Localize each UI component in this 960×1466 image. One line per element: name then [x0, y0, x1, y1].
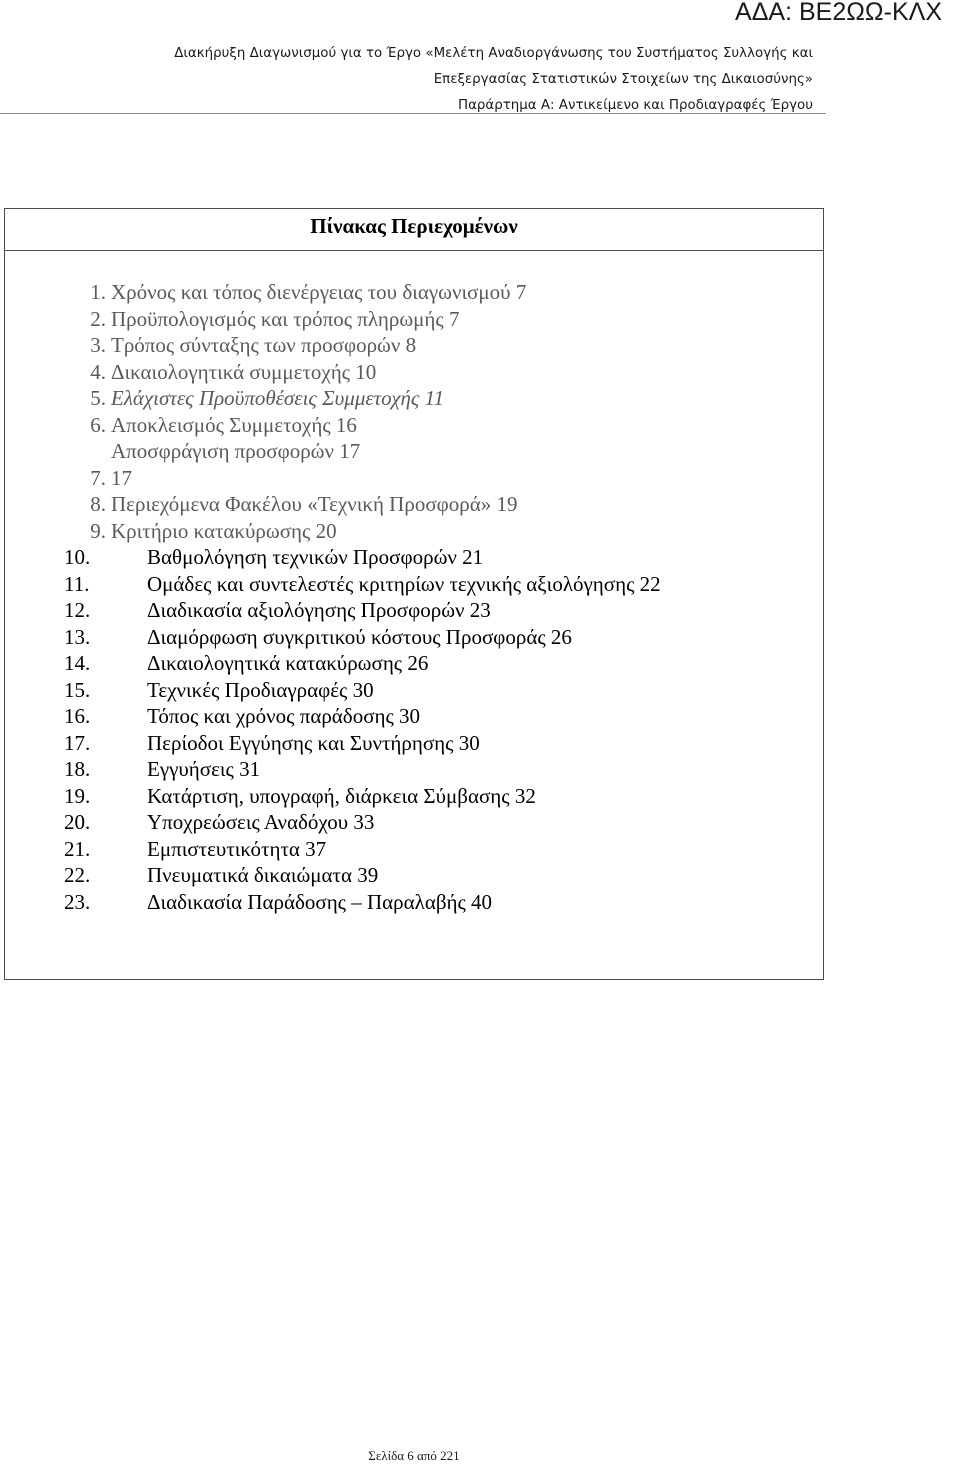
toc-item[interactable]	[5, 412, 661, 439]
toc-item-label: Διαμόρφωση συγκριτικού κόστους Προσφοράς 26	[147, 624, 572, 649]
toc-item[interactable]	[5, 279, 661, 306]
toc-item-number: 4.	[90, 359, 106, 384]
toc-item-number: 18.	[64, 757, 91, 781]
toc-item-number: 15.	[64, 677, 91, 702]
toc-item-label: Κριτήριο κατακύρωσης 20	[111, 518, 337, 543]
toc-item[interactable]	[5, 544, 661, 571]
toc-item-label: Χρόνος και τόπος διενέργειας του διαγωνισμού 7	[111, 280, 527, 304]
toc-item-number: 3.	[90, 333, 106, 357]
toc-item[interactable]	[5, 491, 661, 518]
toc-item[interactable]	[5, 809, 661, 836]
toc-item-label: Τεχνικές Προδιαγραφές 30	[147, 677, 374, 702]
page-number: Σελίδα 6 από 221	[368, 1448, 460, 1463]
toc-item[interactable]	[5, 756, 661, 783]
toc-item-number: 13.	[64, 624, 91, 649]
toc-item[interactable]	[5, 359, 661, 386]
header-line-3: Παράρτημα Α: Αντικείμενο και Προδιαγραφές Έργου	[458, 98, 813, 113]
toc-item[interactable]	[5, 465, 661, 492]
toc-item-label: Κατάρτιση, υπογραφή, διάρκεια Σύμβασης 32	[147, 783, 536, 808]
toc-item-number: 7.	[90, 465, 106, 490]
ada-code: ΑΔΑ: ΒΕ2ΩΩ-ΚΛΧ	[735, 0, 942, 26]
toc-item[interactable]	[5, 677, 661, 704]
toc-item-label: Περίοδοι Εγγύησης και Συντήρησης 30	[147, 730, 480, 755]
toc-item[interactable]	[5, 518, 661, 545]
toc-item-label: Ομάδες και συντελεστές κριτηρίων τεχνικής αξιολόγησης 22	[147, 571, 661, 596]
toc-item-label: Αποσφράγιση προσφορών 17	[111, 439, 361, 463]
toc-item-number: 6.	[90, 412, 106, 437]
toc-item-label: Εγγυήσεις 31	[147, 757, 261, 781]
toc-item-number: 16.	[64, 704, 91, 728]
toc-item[interactable]	[5, 332, 661, 359]
toc-item[interactable]	[5, 597, 661, 624]
toc-item-number: 21.	[64, 836, 91, 861]
toc-item-label: Προϋπολογισμός και τρόπος πληρωμής 7	[111, 306, 460, 331]
toc-item[interactable]	[5, 836, 661, 863]
toc-item[interactable]	[5, 889, 661, 916]
toc-item-number: 5.	[90, 386, 106, 410]
toc-item-number: 20.	[64, 810, 91, 834]
toc-item-number: 1.	[90, 280, 106, 304]
toc-item-number: 14.	[64, 651, 91, 675]
toc-item-number: 23.	[64, 889, 91, 914]
toc-item-label: Διαδικασία αξιολόγησης Προσφορών 23	[147, 598, 491, 622]
header-line-2: Επεξεργασίας Στατιστικών Στοιχείων της Δικαιοσύνης»	[433, 72, 813, 87]
toc-list	[5, 279, 661, 915]
toc-item[interactable]	[5, 571, 661, 598]
toc-item[interactable]	[5, 783, 661, 810]
toc-item-number: 10.	[64, 545, 91, 569]
toc-item-label: Ελάχιστες Προϋποθέσεις Συμμετοχής 11	[111, 386, 445, 410]
table-of-contents	[4, 208, 824, 980]
toc-item-label: Διαδικασία Παράδοσης – Παραλαβής 40	[147, 889, 493, 914]
toc-item-label: Τόπος και χρόνος παράδοσης 30	[147, 704, 421, 728]
header-line-1: Διακήρυξη Διαγωνισμού για το Έργο «Μελέτη Αναδιοργάνωσης του Συστήματος Συλλογής και	[174, 46, 813, 61]
toc-item[interactable]	[5, 385, 661, 412]
toc-item-label: Εμπιστευτικότητα 37	[147, 836, 327, 861]
toc-item-label: Αποκλεισμός Συμμετοχής 16	[111, 412, 357, 437]
toc-item[interactable]	[5, 624, 661, 651]
toc-item-number: 22.	[64, 863, 91, 887]
toc-item[interactable]	[5, 730, 661, 757]
toc-item-label: Τρόπος σύνταξης των προσφορών 8	[111, 333, 417, 357]
document-header	[0, 41, 813, 119]
toc-item-label: Περιεχόμενα Φακέλου «Τεχνική Προσφορά» 19	[111, 492, 518, 516]
header-divider	[0, 113, 826, 114]
toc-item-label: Υποχρεώσεις Αναδόχου 33	[147, 810, 375, 834]
toc-item[interactable]	[5, 862, 661, 889]
toc-item-number: 8.	[90, 492, 106, 516]
toc-item[interactable]	[5, 703, 661, 730]
toc-item-number: 17.	[64, 730, 91, 755]
toc-item-number: 2.	[90, 306, 106, 331]
toc-item-label: Βαθμολόγηση τεχνικών Προσφορών 21	[147, 545, 484, 569]
toc-item-number: 12.	[64, 598, 91, 622]
toc-item-label: Δικαιολογητικά κατακύρωσης 26	[147, 651, 429, 675]
toc-item[interactable]	[5, 438, 661, 465]
toc-title: Πίνακας Περιεχομένων	[5, 209, 823, 251]
toc-item-number: 19.	[64, 783, 91, 808]
toc-item-label: Δικαιολογητικά συμμετοχής 10	[111, 359, 377, 384]
toc-item[interactable]	[5, 306, 661, 333]
toc-item-label: Πνευματικά δικαιώματα 39	[147, 863, 379, 887]
toc-item-number: 11.	[64, 571, 90, 596]
toc-item[interactable]	[5, 650, 661, 677]
toc-item-label: 17	[111, 465, 132, 490]
toc-item-number: 9.	[90, 518, 106, 543]
